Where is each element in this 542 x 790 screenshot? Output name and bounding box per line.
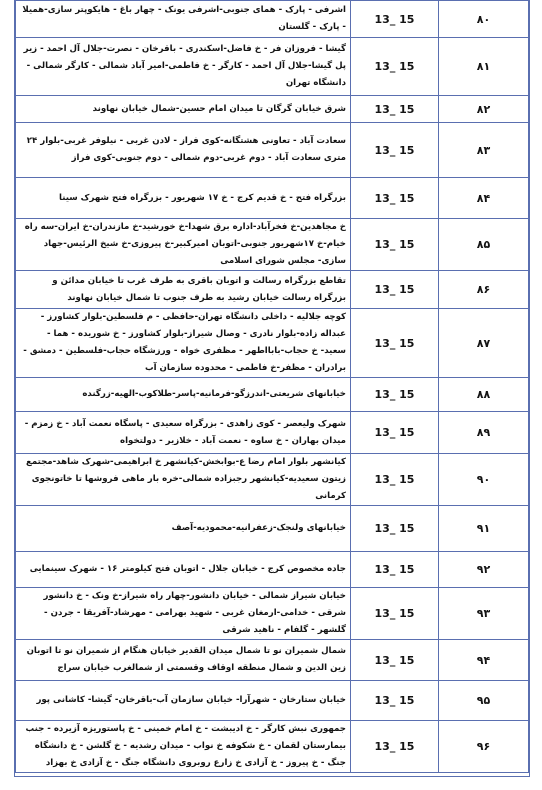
affected-areas: جمهوری نبش کارگر - خ ادیبشت - خ امام خمینی - خ پاستوریزه آزیرده - جنب بیمارستان لقمان - خ شکوفه خ نواب - میدان رشدیه - خ گلشن - خ دانشگاه جنگ - خ پیروز - خ آزادی خ زارع روبروی دانشگاه جنگ - خ آزادی خ بهزاد bbox=[16, 721, 351, 773]
affected-areas: گیشا - فروزان فر - خ فاضل-اسکندری - باقرخان - نصرت-جلال آل احمد - زیر پل گیشا-جلال آل احمد - کارگر - خ فاطمی-امیر آباد شمالی - کارگر شمالی - دانشگاه تهران bbox=[16, 38, 351, 96]
affected-areas: شهرک ولیعصر - کوی زاهدی - بزرگراه سعیدی - پاسگاه نعمت آباد - خ زمزم - میدان بهاران - خ ساوه - نعمت آباد - خلازیر - دولتخواه bbox=[16, 412, 351, 454]
table-row bbox=[16, 588, 529, 640]
outage-time: 13_ 15 bbox=[351, 38, 439, 96]
row-number: ۸۹ bbox=[439, 412, 529, 454]
row-number: ۸۸ bbox=[439, 378, 529, 412]
outage-time: 13_ 15 bbox=[351, 378, 439, 412]
affected-areas: کوچه جلالیه - داخلی دانشگاه تهران-حافظی - م فلسطین-بلوار کشاورز - عبداله زاده-بلوار نادری - وصال شیراز-بلوار کشاورز - خ شوریده - هما - سعید- خ حجاب-بابااطهر - مظفری خواه - ورزشگاه حجاب-فلسطین - دمشق - برادران - مظفر-خ فاطمی - محدوده سازمان آب bbox=[16, 309, 351, 378]
outage-time: 13_ 15 bbox=[351, 1, 439, 38]
affected-areas: بزرگراه فتح - خ قدیم کرج - خ ۱۷ شهریور - بزرگراه فتح شهرک سینا bbox=[16, 178, 351, 219]
row-number: ۹۶ bbox=[439, 721, 529, 773]
affected-areas: جاده مخصوص کرج - خیابان جلال - اتوبان فتح کیلومتر ۱۶ - شهرک سینمایی bbox=[16, 552, 351, 588]
row-number: ۹۴ bbox=[439, 640, 529, 681]
table-row bbox=[16, 412, 529, 454]
row-number: ۸۲ bbox=[439, 96, 529, 123]
table-body bbox=[16, 1, 529, 773]
table-row bbox=[16, 721, 529, 773]
row-number: ۸۱ bbox=[439, 38, 529, 96]
outage-time: 13_ 15 bbox=[351, 219, 439, 271]
outage-time: 13_ 15 bbox=[351, 412, 439, 454]
affected-areas: اشرفی - پارک - همای جنوبی-اشرفی یونک - چهار باغ - هایکوپتر سازی-همیلا - پارک - گلستان bbox=[16, 1, 351, 38]
row-number: ۸۰ bbox=[439, 1, 529, 38]
row-number: ۸۷ bbox=[439, 309, 529, 378]
schedule-page bbox=[14, 0, 530, 777]
affected-areas: خ مجاهدین-خ فخرآباد-اداره برق شهدا-خ خورشید-خ مازندران-خ ایران-سه راه خیام-خ ۱۷شهریور جنوبی-اتوبان امیرکبیر-خ پیروزی-خ شیخ الرئیس-جهاد سازی- مجلس شورای اسلامی bbox=[16, 219, 351, 271]
row-number: ۹۰ bbox=[439, 454, 529, 506]
table-row bbox=[16, 640, 529, 681]
affected-areas: سعادت آباد - تعاونی هشتگانه-کوی فراز - لادن غربی - نیلوفر غربی-بلوار ۲۴ متری سعادت آباد - دوم غربی-دوم شمالی - دوم جنوبی-کوی فراز bbox=[16, 123, 351, 178]
table-row bbox=[16, 271, 529, 309]
row-number: ۹۳ bbox=[439, 588, 529, 640]
affected-areas: تقاطع بزرگراه رسالت و اتوبان باقری به طرف غرب تا خیابان مدائن و بزرگراه رسالت خیابان رشید به طرف جنوب تا شمال خیابان نهاوند bbox=[16, 271, 351, 309]
outage-time: 13_ 15 bbox=[351, 506, 439, 552]
affected-areas: خیابانهای ولنجک-زعفرانیه-محمودیه-آصف bbox=[16, 506, 351, 552]
outage-time: 13_ 15 bbox=[351, 454, 439, 506]
outage-time: 13_ 15 bbox=[351, 681, 439, 721]
table-row bbox=[16, 378, 529, 412]
row-number: ۸۶ bbox=[439, 271, 529, 309]
affected-areas: شمال شمیران نو تا شمال میدان القدیر خیابان هنگام از شمیران نو تا اتوبان زین الدین و شمال منطقه اوقاف وقسمتی از شمالغرب خیابان سراج bbox=[16, 640, 351, 681]
row-number: ۸۴ bbox=[439, 178, 529, 219]
affected-areas: کیانشهر بلوار امام رضا ع-بوابخش-کیانشهر خ ابراهیمی-شهرک شاهد-مجتمع زیتون سعیدیه-کیانشهر رجبزاده شمالی-خره بار ماهی فروشها تا خاتونجوی کرمانی bbox=[16, 454, 351, 506]
outage-time: 13_ 15 bbox=[351, 588, 439, 640]
outage-time: 13_ 15 bbox=[351, 123, 439, 178]
table-row bbox=[16, 38, 529, 96]
affected-areas: خیابانهای شریعتی-اندرزگو-فرمانیه-پاسر-طلاکوب-الهیه-زرگنده bbox=[16, 378, 351, 412]
table-row bbox=[16, 123, 529, 178]
outage-schedule-table bbox=[15, 0, 529, 773]
row-number: ۹۱ bbox=[439, 506, 529, 552]
table-row bbox=[16, 506, 529, 552]
affected-areas: شرق خیابان گرگان تا میدان امام حسین-شمال خیابان نهاوند bbox=[16, 96, 351, 123]
table-row bbox=[16, 552, 529, 588]
table-row bbox=[16, 454, 529, 506]
outage-time: 13_ 15 bbox=[351, 96, 439, 123]
outage-time: 13_ 15 bbox=[351, 178, 439, 219]
row-number: ۹۲ bbox=[439, 552, 529, 588]
outage-time: 13_ 15 bbox=[351, 640, 439, 681]
outage-time: 13_ 15 bbox=[351, 721, 439, 773]
table-row bbox=[16, 178, 529, 219]
outage-time: 13_ 15 bbox=[351, 552, 439, 588]
table-row bbox=[16, 681, 529, 721]
table-row bbox=[16, 219, 529, 271]
table-row bbox=[16, 309, 529, 378]
row-number: ۹۵ bbox=[439, 681, 529, 721]
outage-time: 13_ 15 bbox=[351, 271, 439, 309]
affected-areas: خیابان شیراز شمالی - خیابان دانشور-چهار راه شیراز-خ ونک - خ دانشور شرقی - خدامی-ارمغان غربی - شهید بهرامی - مهرشاد-آفریقا - جردن - گلشهر - گلفام - ناهید شرقی bbox=[16, 588, 351, 640]
row-number: ۸۵ bbox=[439, 219, 529, 271]
table-row bbox=[16, 1, 529, 38]
affected-areas: خیابان ستارخان - شهرآرا- خیابان سازمان آب-باقرخان- گیشا- کاشانی پور bbox=[16, 681, 351, 721]
row-number: ۸۳ bbox=[439, 123, 529, 178]
table-row bbox=[16, 96, 529, 123]
outage-time: 13_ 15 bbox=[351, 309, 439, 378]
